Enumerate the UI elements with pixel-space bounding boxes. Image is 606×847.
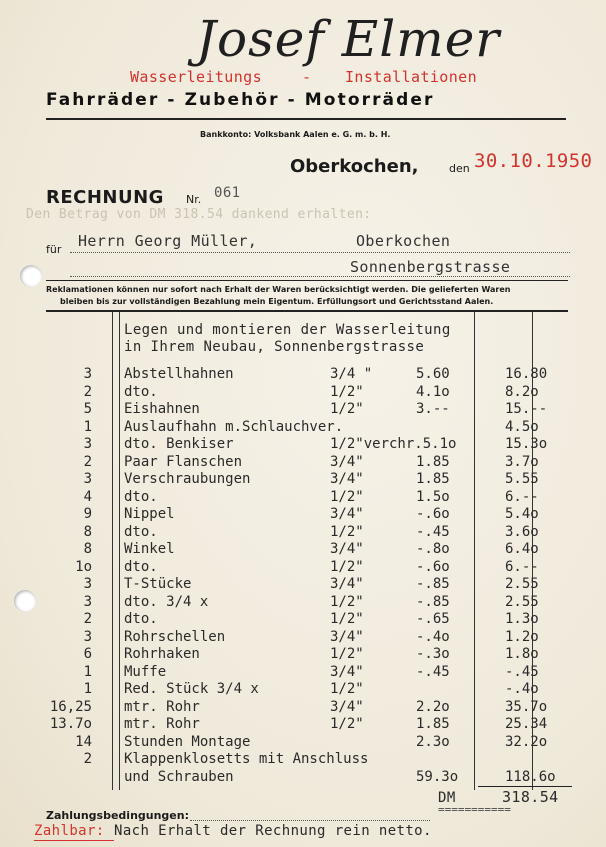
item-qty: 2 bbox=[83, 611, 92, 627]
invoice-date: 30.10.1950 bbox=[474, 150, 593, 172]
table-row bbox=[0, 559, 606, 576]
item-total: 1.2o bbox=[505, 628, 539, 645]
item-desc: Winkel bbox=[124, 541, 175, 557]
item-size: 1/2" bbox=[330, 523, 364, 540]
item-desc: und Schrauben bbox=[124, 768, 234, 785]
item-qty: 5 bbox=[83, 401, 92, 417]
punch-hole-top bbox=[20, 265, 42, 287]
item-unit-price: 2.2o bbox=[416, 698, 450, 715]
item-qty: 16,25 bbox=[49, 698, 92, 715]
item-desc: Auslaufhahn m.Schlauchver. bbox=[124, 418, 344, 435]
item-unit-price: 1.85 bbox=[416, 716, 450, 732]
item-qty: 2 bbox=[83, 751, 92, 767]
item-desc: Abstellhahnen bbox=[124, 366, 234, 382]
item-unit-price: -.45 bbox=[416, 523, 450, 540]
item-total: 5.4o bbox=[505, 506, 539, 522]
item-total: 32.2o bbox=[505, 733, 548, 750]
item-desc: dto. bbox=[124, 523, 158, 540]
item-desc: dto. 3/4 x bbox=[124, 593, 209, 610]
table-row bbox=[0, 699, 606, 716]
item-unit-price: -.3o bbox=[416, 646, 450, 662]
total-double-underline: =========== bbox=[438, 803, 511, 816]
trade-subtitle-dash: - bbox=[302, 68, 312, 86]
item-qty: 6 bbox=[83, 646, 92, 662]
table-row bbox=[0, 384, 606, 401]
item-qty: 1o bbox=[75, 558, 92, 575]
recipient-line-2 bbox=[70, 276, 570, 277]
notice-rule-bottom bbox=[46, 310, 568, 312]
table-row bbox=[0, 489, 606, 506]
item-size: 1/2"verchr.5.1o bbox=[330, 436, 457, 452]
table-row bbox=[0, 506, 606, 523]
item-unit-price: 1.85 bbox=[416, 453, 450, 470]
item-desc: dto. bbox=[124, 611, 158, 627]
payable-text: Nach Erhalt der Rechnung rein netto. bbox=[114, 823, 432, 839]
item-qty: 4 bbox=[83, 488, 92, 505]
table-row bbox=[0, 734, 606, 751]
item-qty: 2 bbox=[83, 453, 92, 470]
item-unit-price: 1.5o bbox=[416, 488, 450, 505]
table-row bbox=[0, 524, 606, 541]
item-total: 3.6o bbox=[505, 523, 539, 540]
item-unit-price: -.4o bbox=[416, 628, 450, 645]
invoice-title: RECHNUNG bbox=[46, 187, 164, 208]
item-size: 1/2" bbox=[330, 681, 364, 697]
item-size: 1/2" bbox=[330, 383, 364, 400]
item-unit-price: 3.-- bbox=[416, 401, 450, 417]
item-size: 1/2" bbox=[330, 646, 364, 662]
item-desc: Rohrschellen bbox=[124, 628, 226, 645]
item-qty: 9 bbox=[83, 506, 92, 522]
item-desc: Verschraubungen bbox=[124, 471, 251, 487]
payable-label: Zahlbar: bbox=[34, 823, 105, 839]
item-desc: Klappenklosetts mit Anschluss bbox=[124, 751, 369, 767]
item-qty: 14 bbox=[75, 733, 92, 750]
table-row bbox=[0, 419, 606, 436]
item-total: 118.6o bbox=[505, 768, 556, 785]
table-row bbox=[0, 629, 606, 646]
item-unit-price: 4.1o bbox=[416, 383, 450, 400]
item-total: 3.7o bbox=[505, 453, 539, 470]
place: Oberkochen, bbox=[290, 156, 419, 177]
table-row bbox=[0, 646, 606, 663]
trade-subtitle-left: Wasserleitungs bbox=[130, 68, 263, 86]
item-desc: Nippel bbox=[124, 506, 175, 522]
item-total: 15.-- bbox=[505, 401, 548, 417]
item-size: 3/4" bbox=[330, 628, 364, 645]
item-size: 3/4" bbox=[330, 663, 364, 680]
item-unit-price: -.85 bbox=[416, 593, 450, 610]
item-size: 3/4" bbox=[330, 576, 364, 592]
item-qty: 13.7o bbox=[49, 716, 92, 732]
recipient-name: Herrn Georg Müller, bbox=[78, 232, 258, 250]
table-row bbox=[0, 454, 606, 471]
total-amount: 318.54 bbox=[502, 788, 559, 806]
table-row bbox=[0, 401, 606, 418]
item-unit-price: 1.85 bbox=[416, 471, 450, 487]
table-row bbox=[0, 751, 606, 768]
table-row bbox=[0, 664, 606, 681]
payable-underline bbox=[34, 840, 114, 841]
table-row bbox=[0, 576, 606, 593]
item-desc: dto. Benkiser bbox=[124, 436, 234, 452]
item-unit-price: -.6o bbox=[416, 558, 450, 575]
item-desc: mtr. Rohr bbox=[124, 698, 200, 715]
item-desc: dto. bbox=[124, 488, 158, 505]
item-size: 1/2" bbox=[330, 488, 364, 505]
item-unit-price: 59.3o bbox=[416, 768, 459, 785]
item-qty: 3 bbox=[83, 366, 92, 382]
item-desc: Red. Stück 3/4 x bbox=[124, 681, 259, 697]
item-desc: Rohrhaken bbox=[124, 646, 200, 662]
recipient-line-1 bbox=[70, 252, 570, 253]
item-qty: 3 bbox=[83, 628, 92, 645]
item-unit-price: -.6o bbox=[416, 506, 450, 522]
item-total: 25.34 bbox=[505, 716, 548, 732]
item-total: 5.55 bbox=[505, 471, 539, 487]
item-size: 1/2" bbox=[330, 611, 364, 627]
item-unit-price: -.45 bbox=[416, 663, 450, 680]
intro-line-2: in Ihrem Neubau, Sonnenbergstrasse bbox=[124, 339, 425, 355]
payment-terms-line bbox=[190, 820, 430, 821]
item-unit-price: 5.60 bbox=[416, 366, 450, 382]
item-total: 35.7o bbox=[505, 698, 548, 715]
item-total: -.45 bbox=[505, 663, 539, 680]
table-row bbox=[0, 366, 606, 383]
trade-subtitle-right: Installationen bbox=[345, 68, 478, 86]
item-total: 2.55 bbox=[505, 593, 539, 610]
table-row bbox=[0, 471, 606, 488]
item-total: -.4o bbox=[505, 681, 539, 697]
item-unit-price: -.85 bbox=[416, 576, 450, 592]
item-unit-price: 2.3o bbox=[416, 733, 450, 750]
bleed-through-text: Den Betrag von DM 318.54 dankend erhalten: bbox=[26, 207, 372, 222]
item-qty: 1 bbox=[83, 418, 92, 435]
item-desc: dto. bbox=[124, 383, 158, 400]
item-size: 3/4" bbox=[330, 698, 364, 715]
subtotal-rule bbox=[478, 786, 572, 787]
table-row bbox=[0, 716, 606, 733]
invoice-number: 061 bbox=[214, 185, 241, 201]
item-qty: 3 bbox=[83, 471, 92, 487]
item-size: 1/2" bbox=[330, 401, 364, 417]
table-row bbox=[0, 769, 606, 786]
notice-line-2: bleiben bis zur vollständigen Bezahlung mein Eigentum. Erfüllungsort und Gerichtsstand Aalen. bbox=[60, 297, 494, 306]
total-currency: DM bbox=[438, 790, 456, 806]
item-size: 3/4 " bbox=[330, 366, 373, 382]
item-desc: Eishahnen bbox=[124, 401, 200, 417]
item-size: 3/4" bbox=[330, 506, 364, 522]
item-size: 1/2" bbox=[330, 593, 364, 610]
item-total: 6.-- bbox=[505, 558, 539, 575]
item-qty: 2 bbox=[83, 383, 92, 400]
date-label: den bbox=[449, 162, 470, 175]
item-total: 6.-- bbox=[505, 488, 539, 505]
item-desc: mtr. Rohr bbox=[124, 716, 200, 732]
item-total: 15.3o bbox=[505, 436, 548, 452]
invoice-nr-label: Nr. bbox=[186, 193, 202, 206]
table-row bbox=[0, 541, 606, 558]
item-total: 16.80 bbox=[505, 366, 548, 382]
item-qty: 1 bbox=[83, 663, 92, 680]
item-desc: Paar Flanschen bbox=[124, 453, 243, 470]
item-size: 3/4" bbox=[330, 453, 364, 470]
recipient-street: Sonnenbergstrasse bbox=[350, 258, 511, 276]
table-row bbox=[0, 594, 606, 611]
item-size: 3/4" bbox=[330, 541, 364, 557]
notice-rule-top bbox=[46, 280, 568, 281]
item-qty: 3 bbox=[83, 576, 92, 592]
item-size: 1/2" bbox=[330, 558, 364, 575]
item-qty: 1 bbox=[83, 681, 92, 697]
item-desc: Stunden Montage bbox=[124, 733, 251, 750]
item-total: 2.55 bbox=[505, 576, 539, 592]
item-total: 8.2o bbox=[505, 383, 539, 400]
item-size: 1/2" bbox=[330, 716, 364, 732]
recipient-label: für bbox=[46, 243, 62, 256]
item-qty: 8 bbox=[83, 523, 92, 540]
item-total: 6.4o bbox=[505, 541, 539, 557]
header-rule bbox=[46, 118, 566, 120]
item-qty: 3 bbox=[83, 436, 92, 452]
item-desc: dto. bbox=[124, 558, 158, 575]
item-unit-price: -.65 bbox=[416, 611, 450, 627]
item-unit-price: -.8o bbox=[416, 541, 450, 557]
bank-account: Bankkonto: Volksbank Aalen e. G. m. b. H. bbox=[200, 130, 391, 139]
payment-terms-label: Zahlungsbedingungen: bbox=[46, 809, 189, 822]
notice-line-1: Reklamationen können nur sofort nach Erhalt der Waren berücksichtigt werden. Die gelieferten Waren bbox=[46, 285, 511, 294]
item-size: 3/4" bbox=[330, 471, 364, 487]
recipient-city: Oberkochen bbox=[356, 232, 451, 250]
item-qty: 3 bbox=[83, 593, 92, 610]
intro-line-1: Legen und montieren der Wasserleitung bbox=[124, 322, 451, 338]
item-total: 1.8o bbox=[505, 646, 539, 662]
company-name: Josef Elmer bbox=[196, 10, 501, 68]
item-total: 4.5o bbox=[505, 418, 539, 435]
item-qty: 8 bbox=[83, 541, 92, 557]
table-row bbox=[0, 681, 606, 698]
item-desc: Muffe bbox=[124, 663, 167, 680]
table-row bbox=[0, 436, 606, 453]
item-total: 1.3o bbox=[505, 611, 539, 627]
item-desc: T-Stücke bbox=[124, 576, 192, 592]
business-lines: Fahrräder - Zubehör - Motorräder bbox=[46, 90, 435, 110]
table-row bbox=[0, 611, 606, 628]
